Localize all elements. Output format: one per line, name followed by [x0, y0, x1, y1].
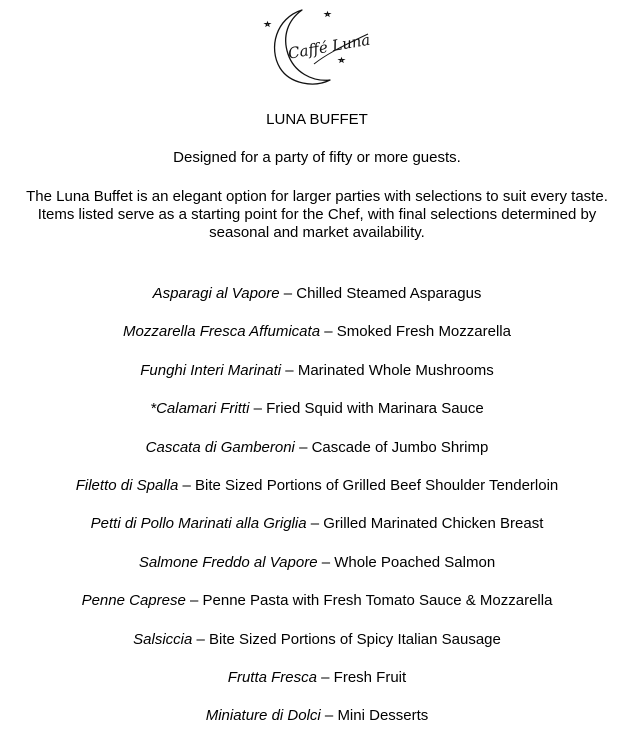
dish-english-description: Chilled Steamed Asparagus — [296, 285, 482, 302]
dish-english-description: Fried Squid with Marinara Sauce — [266, 400, 484, 417]
dish-english-description: Cascade of Jumbo Shrimp — [311, 439, 489, 456]
menu-item — [0, 707, 634, 725]
dish-english-description: Penne Pasta with Fresh Tomato Sauce & Mozzarella — [202, 592, 553, 609]
menu-item — [0, 592, 634, 610]
dish-separator: – — [320, 707, 338, 724]
buffet-description: The Luna Buffet is an elegant option for larger parties with selections to suit every taste. Items listed serve as a starting point for the Chef, with final selections determined by seasonal and market availability. — [26, 188, 608, 241]
dish-italian-name: *Calamari Fritti — [150, 400, 250, 417]
caffe-luna-logo — [258, 4, 374, 90]
dish-separator: – — [279, 285, 297, 302]
menu-item — [0, 362, 634, 380]
dish-separator: – — [317, 554, 335, 571]
crescent-moon-logo-icon — [258, 4, 374, 90]
dish-italian-name: Salmone Freddo al Vapore — [138, 554, 318, 571]
page-title: LUNA BUFFET — [266, 111, 368, 128]
party-size-note: Designed for a party of fifty or more guests. — [173, 149, 461, 166]
dish-separator: – — [294, 439, 312, 456]
dish-separator: – — [306, 515, 324, 532]
menu-item — [0, 439, 634, 457]
dish-separator: – — [316, 669, 334, 686]
dish-italian-name: Miniature di Dolci — [205, 707, 321, 724]
dish-italian-name: Mozzarella Fresca Affumicata — [123, 323, 321, 340]
dish-separator: – — [249, 400, 267, 417]
menu-item — [0, 323, 634, 341]
dish-separator: – — [281, 362, 298, 379]
dish-separator: – — [320, 323, 337, 340]
dish-italian-name: Funghi Interi Marinati — [140, 362, 282, 379]
dish-english-description: Whole Poached Salmon — [334, 554, 496, 571]
menu-item — [0, 400, 634, 418]
dish-separator: – — [178, 477, 195, 494]
menu-item — [0, 515, 634, 533]
logo-lettering: Caffé Luna — [286, 30, 372, 63]
menu-item — [0, 631, 634, 649]
dish-italian-name: Penne Caprese — [81, 592, 186, 609]
dish-english-description: Bite Sized Portions of Spicy Italian Sausage — [209, 631, 501, 648]
dish-italian-name: Petti di Pollo Marinati alla Griglia — [90, 515, 307, 532]
menu-item — [0, 477, 634, 495]
dish-english-description: Smoked Fresh Mozzarella — [336, 323, 511, 340]
dish-italian-name: Salsiccia — [133, 631, 193, 648]
menu-item — [0, 285, 634, 303]
dish-italian-name: Asparagi al Vapore — [152, 285, 280, 302]
dish-separator: – — [192, 631, 210, 648]
menu-item — [0, 669, 634, 687]
dish-italian-name: Cascata di Gamberoni — [145, 439, 295, 456]
dish-separator: – — [185, 592, 203, 609]
menu-item — [0, 554, 634, 572]
dish-english-description: Grilled Marinated Chicken Breast — [323, 515, 544, 532]
dish-english-description: Bite Sized Portions of Grilled Beef Shoulder Tenderloin — [194, 477, 559, 494]
dish-english-description: Fresh Fruit — [333, 669, 407, 686]
dish-english-description: Marinated Whole Mushrooms — [297, 362, 494, 379]
dish-italian-name: Filetto di Spalla — [75, 477, 179, 494]
dish-english-description: Mini Desserts — [337, 707, 429, 724]
dish-italian-name: Frutta Fresca — [227, 669, 317, 686]
